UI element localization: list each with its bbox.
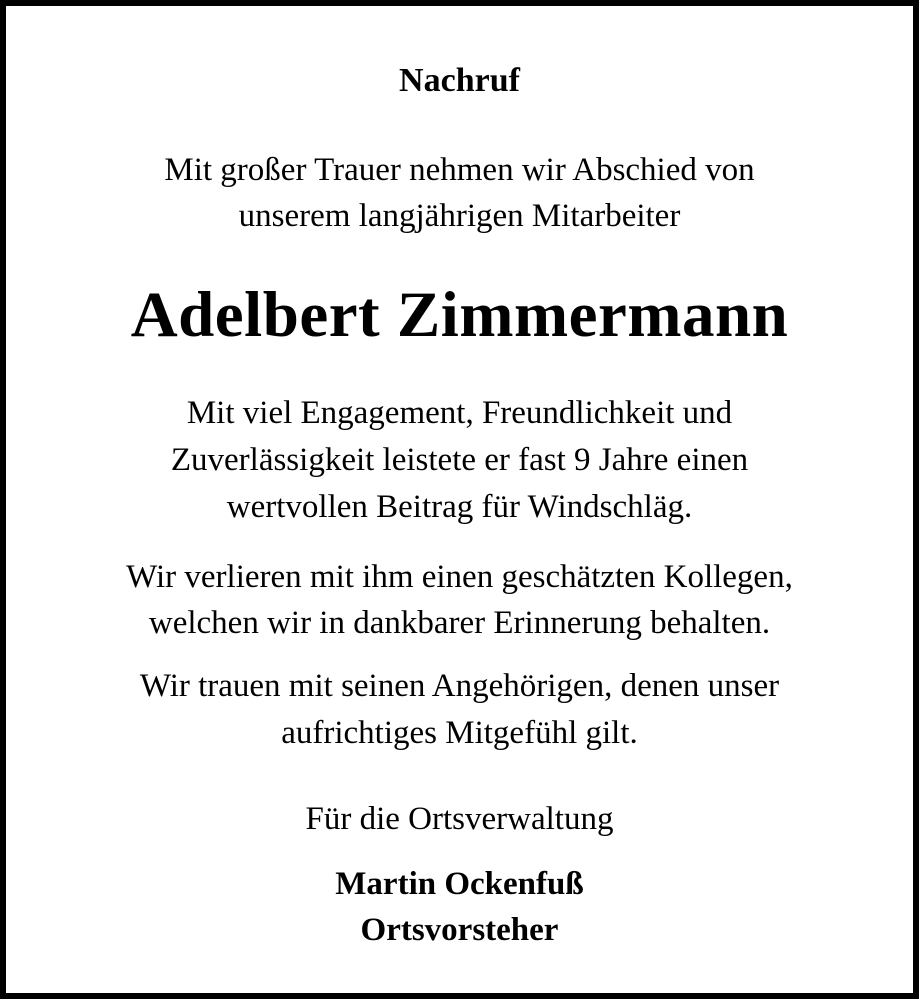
paragraph-1-line: wertvollen Beitrag für Windschläg. [226, 489, 693, 525]
signature-organization: Für die Ortsverwaltung [305, 801, 614, 837]
paragraph-3-line: Wir trauen mit seinen Angehörigen, denen unser [139, 668, 780, 704]
signature-name: Martin Ockenfuß [335, 866, 584, 902]
signature-title: Ortsvorsteher [360, 912, 559, 948]
paragraph-1-line: Mit viel Engagement, Freundlichkeit und [186, 395, 733, 431]
intro-line: unserem langjährigen Mitarbeiter [238, 198, 681, 234]
deceased-name: Adelbert Zimmermann [130, 279, 789, 351]
paragraph-2-line: welchen wir in dankbarer Erinnerung behalten. [148, 605, 771, 641]
paragraph-3-line: aufrichtiges Mitgefühl gilt. [281, 715, 638, 751]
paragraph-1-line: Zuverlässigkeit leistete er fast 9 Jahre einen [170, 442, 749, 478]
intro-line: Mit großer Trauer nehmen wir Abschied von [164, 152, 755, 188]
notice-heading: Nachruf [399, 62, 520, 99]
paragraph-2-line: Wir verlieren mit ihm einen geschätzten Kollegen, [126, 559, 793, 595]
